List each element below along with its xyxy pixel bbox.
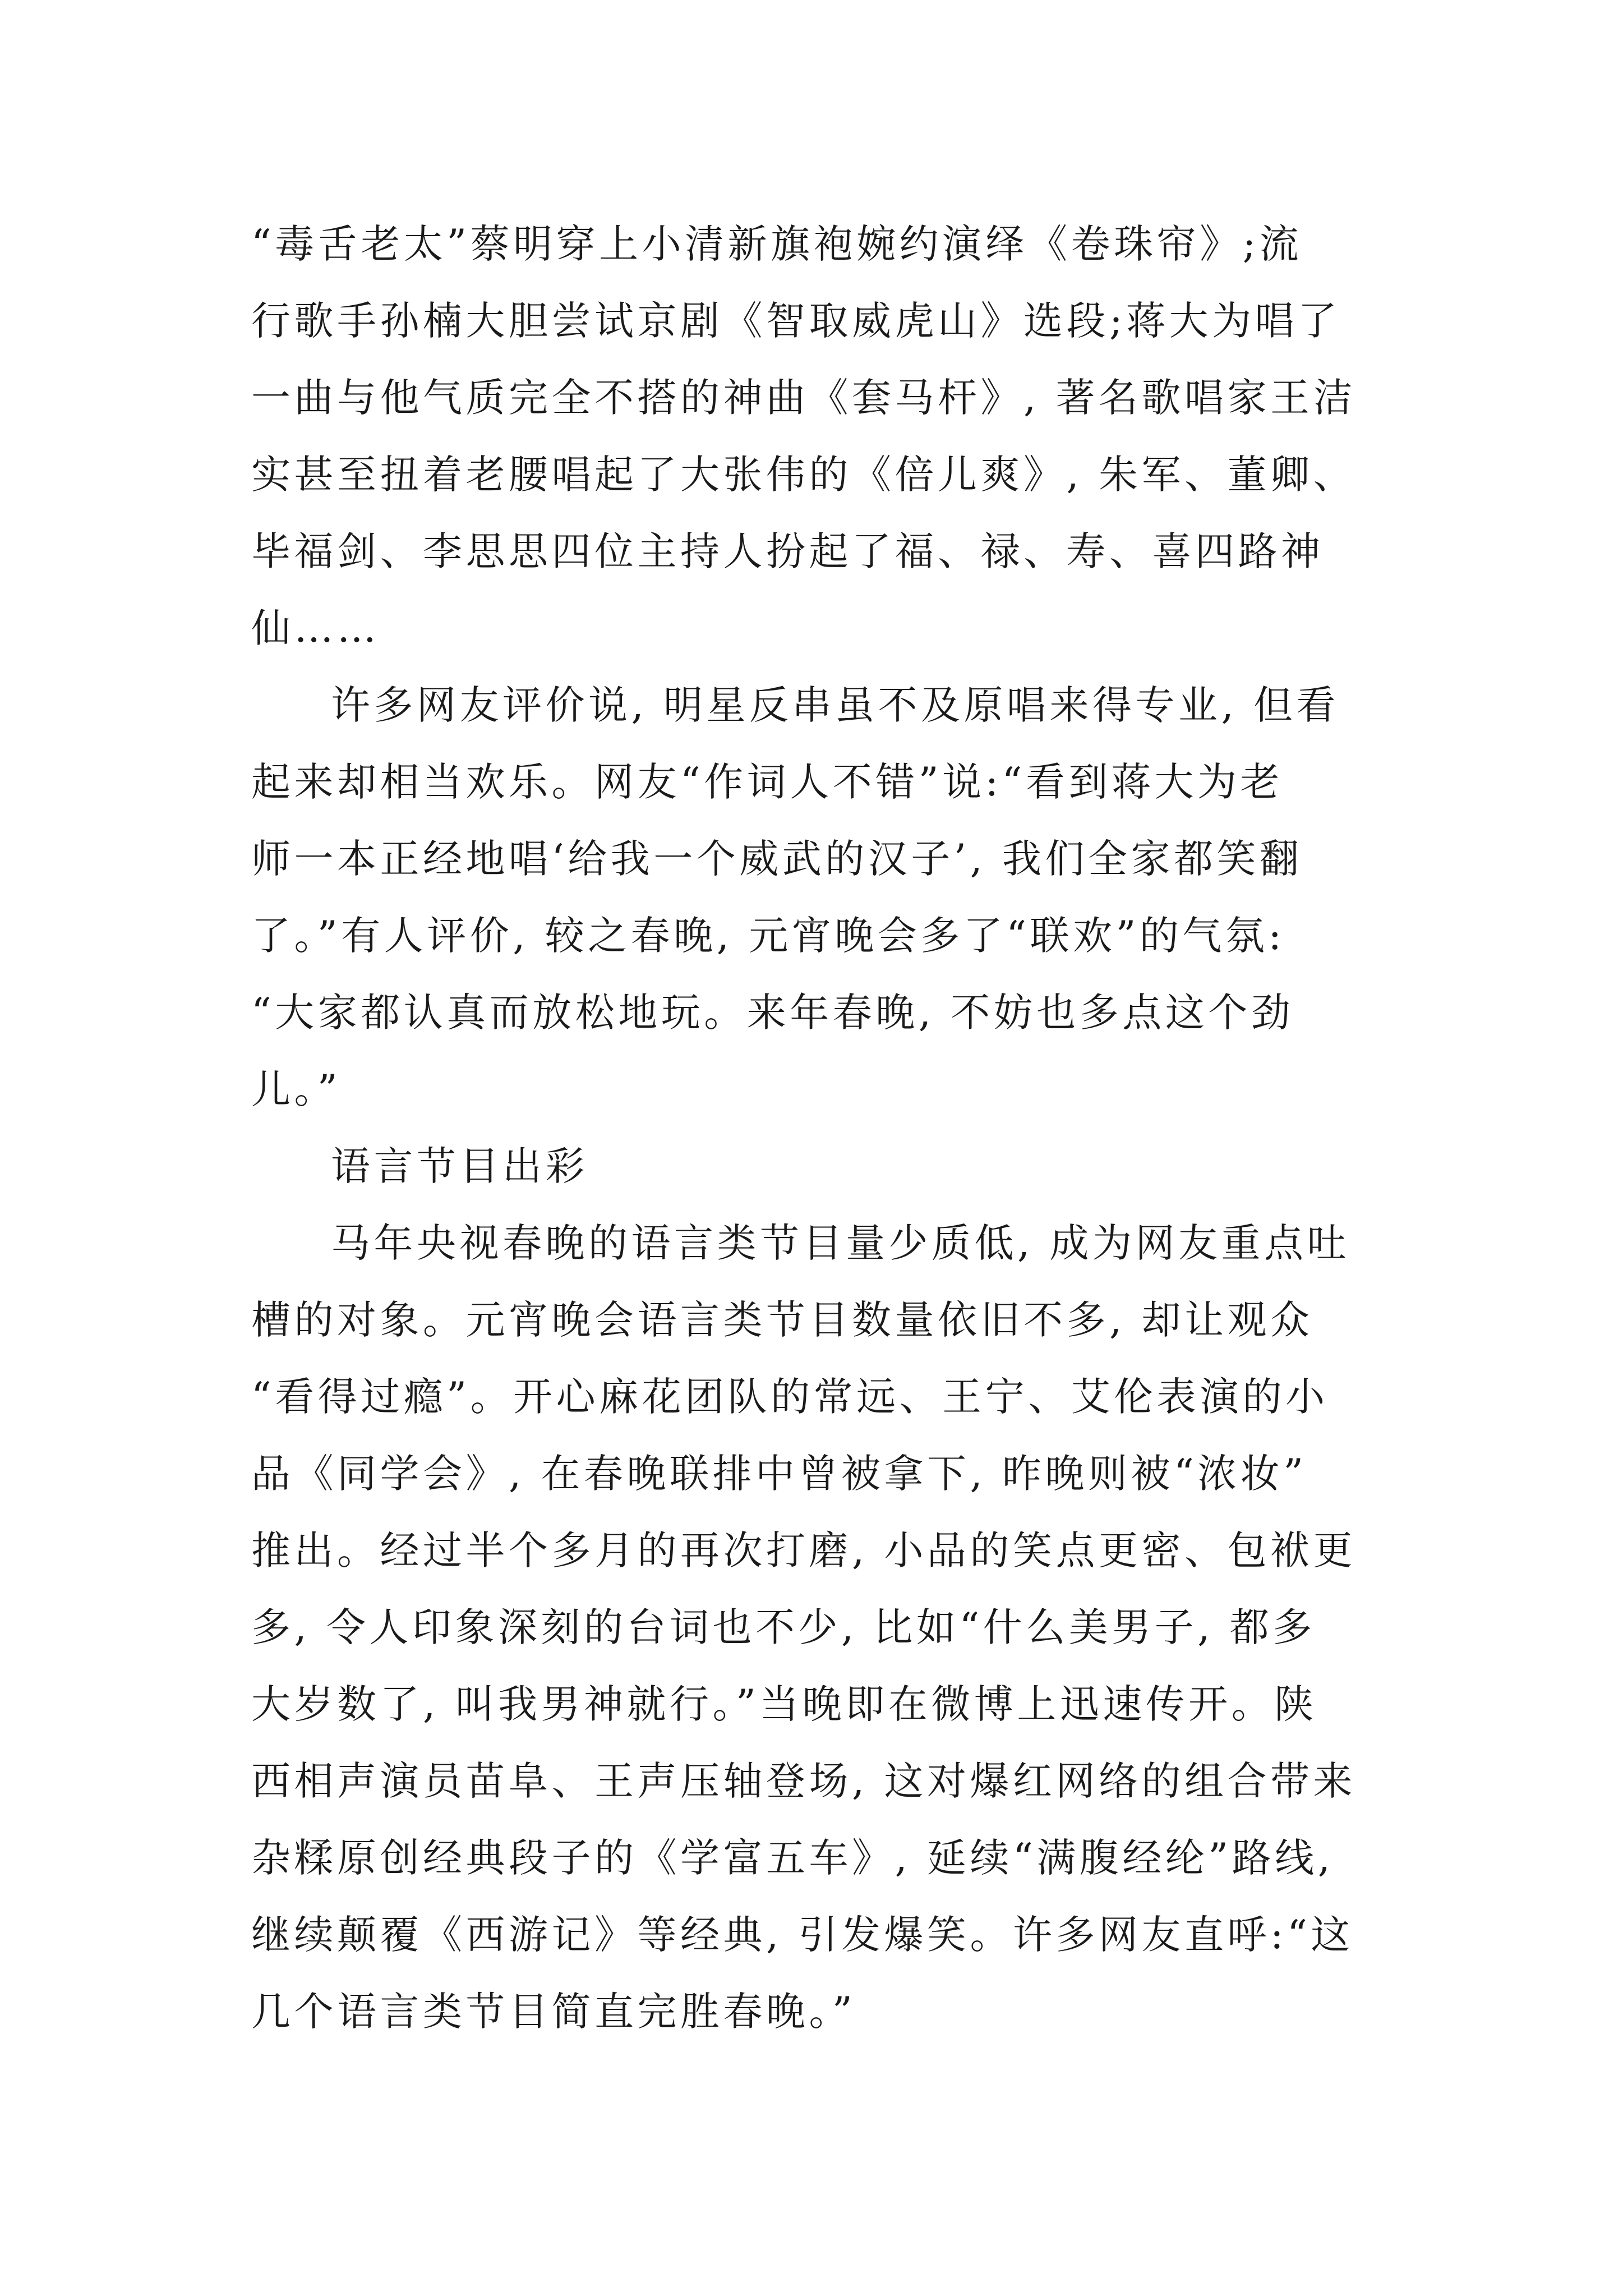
text-line: 推出。经过半个多月的再次打磨, 小品的笑点更密、包袱更 xyxy=(251,1527,1357,1573)
text-line: 多, 令人印象深刻的台词也不少, 比如“什么美男子, 都多 xyxy=(251,1604,1316,1650)
text-line: 了。”有人评价, 较之春晚, 元宵晚会多了“联欢”的气氛: xyxy=(251,913,1285,959)
section-heading: 语言节目出彩 xyxy=(331,1143,588,1189)
text-line: 起来却相当欢乐。网友“作词人不错”说:“看到蒋大为老 xyxy=(251,759,1283,805)
text-line: 儿。” xyxy=(251,1066,342,1112)
text-line: 师一本正经地唱‘给我一个威武的汉子’, 我们全家都笑翻 xyxy=(251,836,1303,882)
text-line: 槽的对象。元宵晚会语言类节目数量依旧不多, 却让观众 xyxy=(251,1297,1313,1343)
text-line: 西相声演员苗阜、王声压轴登场, 这对爆红网络的组合带来 xyxy=(251,1758,1357,1804)
text-line: 仙…… xyxy=(251,605,380,651)
text-line: “大家都认真而放松地玩。来年春晚, 不妨也多点这个劲 xyxy=(251,990,1294,1036)
text-line: “毒舌老太”蔡明穿上小清新旗袍婉约演绎《卷珠帘》;流 xyxy=(251,221,1303,267)
paragraph-first-line: 马年央视春晚的语言类节目量少质低, 成为网友重点吐 xyxy=(331,1220,1350,1266)
text-line: 毕福剑、李思思四位主持人扮起了福、禄、寿、喜四路神 xyxy=(251,528,1324,574)
text-line: 杂糅原创经典段子的《学富五车》, 延续“满腹经纶”路线, xyxy=(251,1835,1334,1881)
text-line: 大岁数了, 叫我男神就行。”当晚即在微博上迅速传开。陕 xyxy=(251,1681,1317,1727)
text-line: 行歌手孙楠大胆尝试京剧《智取威虎山》选段;蒋大为唱了 xyxy=(251,298,1341,344)
text-line: “看得过瘾”。开心麻花团队的常远、王宁、艾伦表演的小 xyxy=(251,1374,1329,1420)
text-line: 几个语言类节目简直完胜春晚。” xyxy=(251,1989,856,2035)
text-line: 继续颠覆《西游记》等经典, 引发爆笑。许多网友直呼:“这 xyxy=(251,1912,1354,1958)
paragraph-first-line: 许多网友评价说, 明星反串虽不及原唱来得专业, 但看 xyxy=(331,682,1340,728)
text-line: 品《同学会》, 在春晚联排中曾被拿下, 昨晚则被“浓妆” xyxy=(251,1451,1307,1497)
text-line: 实甚至扭着老腰唱起了大张伟的《倍儿爽》, 朱军、董卿、 xyxy=(251,452,1357,498)
text-line: 一曲与他气质完全不搭的神曲《套马杆》, 著名歌唱家王洁 xyxy=(251,375,1357,421)
